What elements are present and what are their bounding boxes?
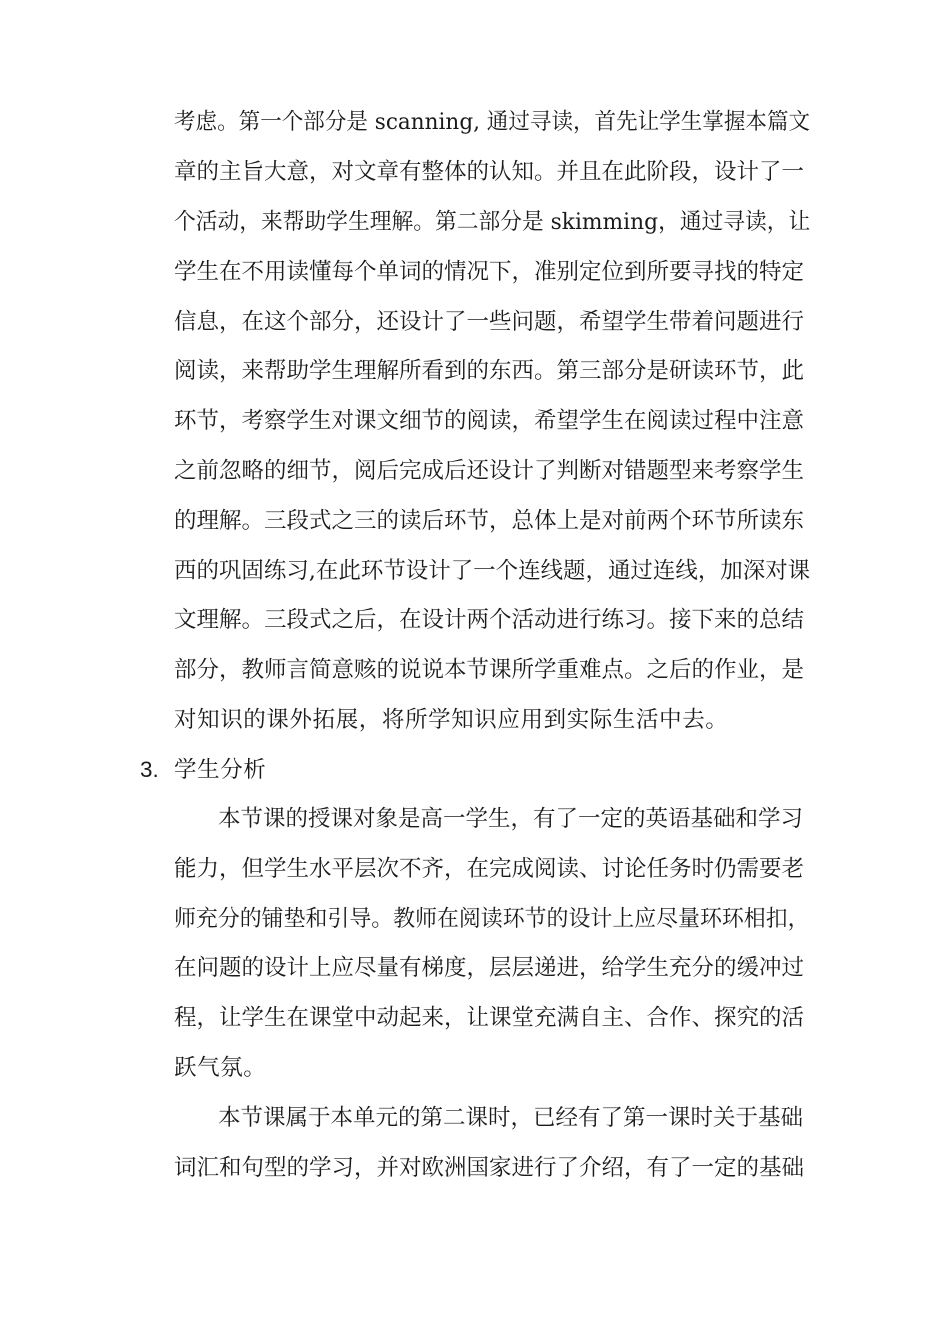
paragraph-line: 的理解。三段式之三的读后环节，总体上是对前两个环节所读东 [174, 508, 805, 534]
paragraph-line: 部分，教师言简意赅的说说本节课所学重难点。之后的作业，是 [174, 657, 805, 683]
paragraph-line: 西的巩固练习,在此环节设计了一个连线题，通过连线，加深对课 [174, 558, 811, 584]
section-title: 学生分析 [174, 757, 267, 783]
paragraph-line: 在问题的设计上应尽量有梯度，层层递进，给学生充分的缓冲过 [174, 955, 805, 981]
paragraph-line: 跃气氛。 [174, 1055, 267, 1081]
paragraph-line: 学生在不用读懂每个单词的情况下，准别定位到所要寻找的特定 [174, 259, 805, 285]
paragraph-line: 阅读，来帮助学生理解所看到的东西。第三部分是研读环节，此 [174, 358, 805, 384]
paragraph-line: 文理解。三段式之后，在设计两个活动进行练习。接下来的总结 [174, 607, 805, 633]
section-heading [140, 755, 266, 785]
paragraph-line: 章的主旨大意，对文章有整体的认知。并且在此阶段，设计了一 [174, 159, 805, 185]
paragraph-line: 信息，在这个部分，还设计了一些问题，希望学生带着问题进行 [174, 309, 805, 335]
paragraph-line: 能力，但学生水平层次不齐，在完成阅读、讨论任务时仍需要老 [174, 856, 805, 882]
paragraph-line: 考虑。第一个部分是 scanning, 通过寻读，首先让学生掌握本篇文 [174, 109, 811, 135]
section-number: 3. [140, 757, 159, 782]
paragraph-line: 词汇和句型的学习，并对欧洲国家进行了介绍，有了一定的基础 [174, 1155, 805, 1181]
paragraph-line: 程，让学生在课堂中动起来，让课堂充满自主、合作、探究的活 [174, 1005, 805, 1031]
paragraph-line: 之前忽略的细节，阅后完成后还设计了判断对错题型来考察学生 [174, 458, 805, 484]
paragraph-line: 环节，考察学生对课文细节的阅读，希望学生在阅读过程中注意 [174, 408, 805, 434]
paragraph-line: 对知识的课外拓展，将所学知识应用到实际生活中去。 [174, 707, 729, 733]
paragraph-line: 师充分的铺垫和引导。教师在阅读环节的设计上应尽量环环相扣， [174, 906, 810, 932]
paragraph-line: 本节课的授课对象是高一学生，有了一定的英语基础和学习 [218, 806, 804, 832]
paragraph-line: 个活动，来帮助学生理解。第二部分是 skimming，通过寻读，让 [174, 209, 811, 235]
paragraph-line: 本节课属于本单元的第二课时，已经有了第一课时关于基础 [218, 1105, 804, 1131]
